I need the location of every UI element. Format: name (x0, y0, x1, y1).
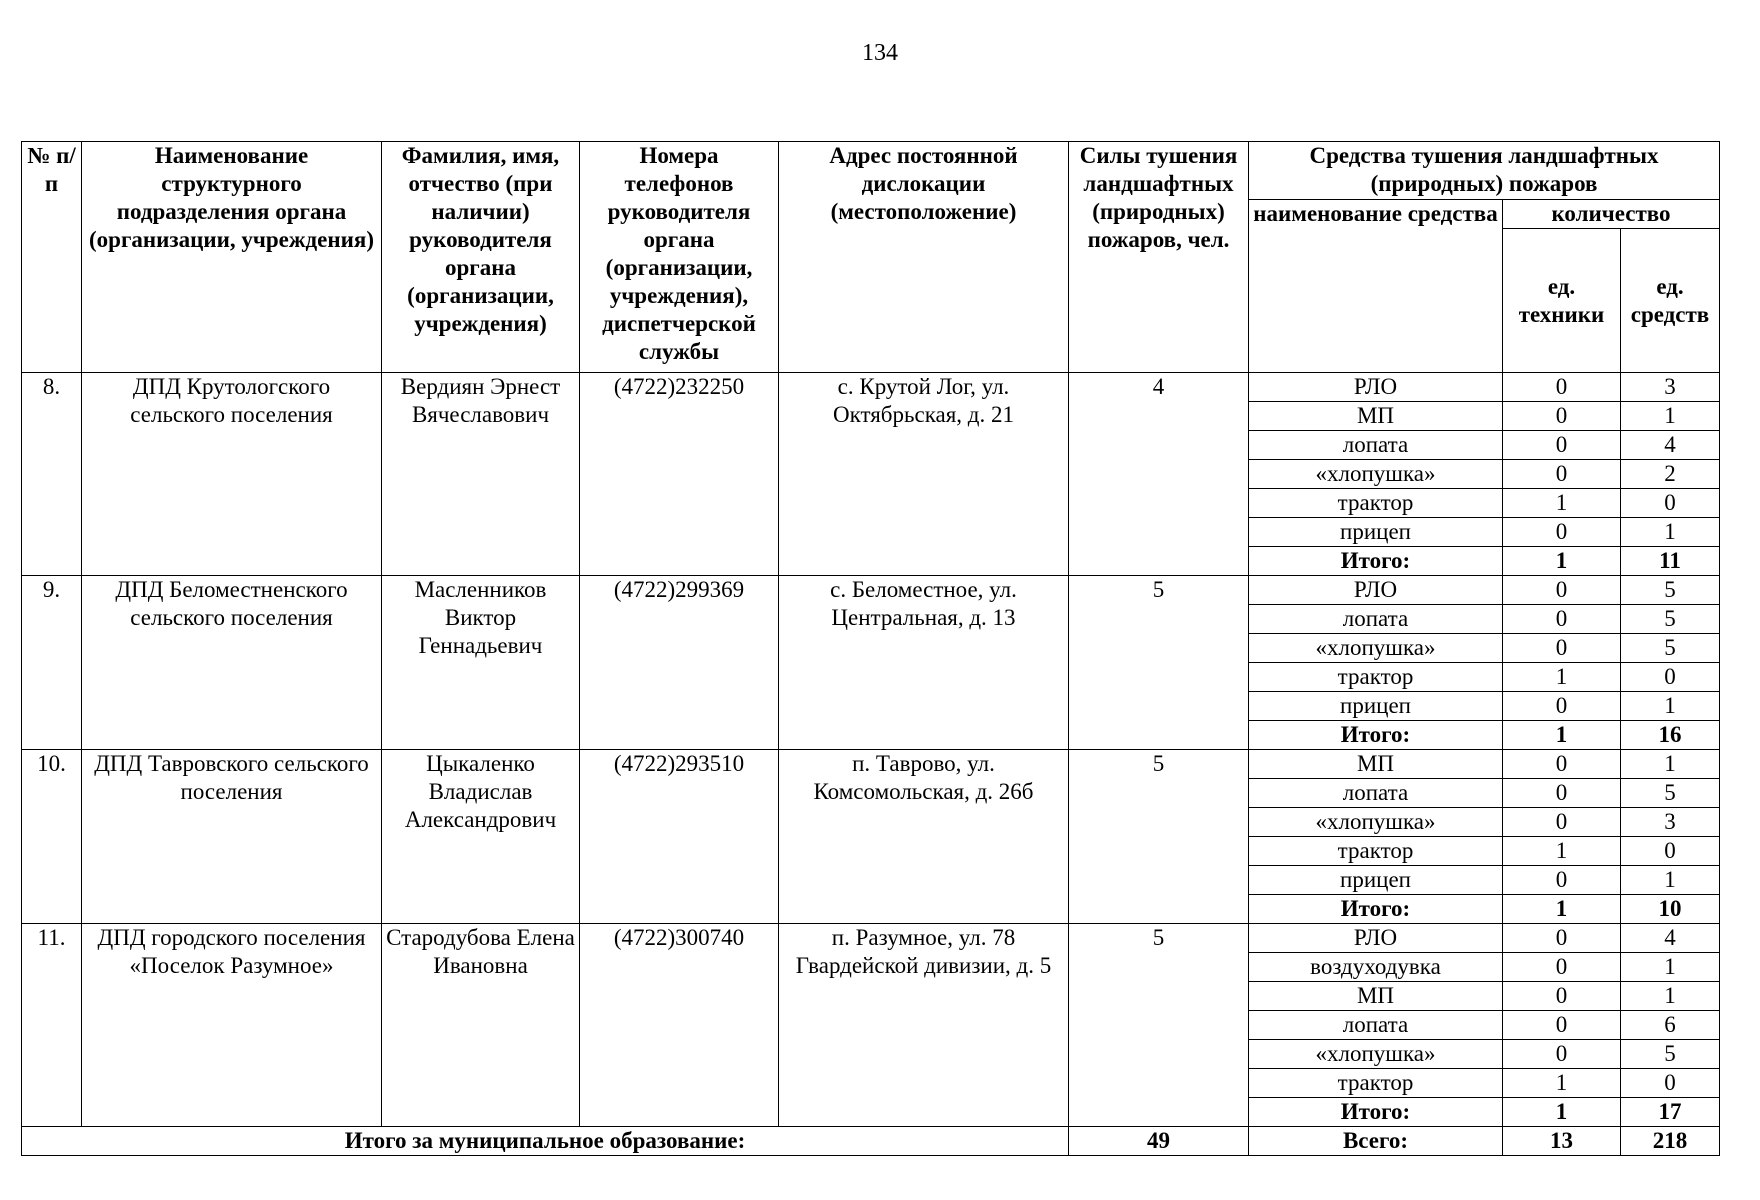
head-name: Цыкаленко Владислав Александрович (382, 750, 580, 924)
table-row (22, 924, 1720, 953)
forces-count: 5 (1069, 576, 1249, 750)
means-count: 1 (1621, 692, 1720, 721)
header-address: Адрес постоянной дислокации (местоположение) (779, 142, 1069, 373)
means-name: трактор (1249, 1069, 1503, 1098)
tech-count: 0 (1503, 866, 1621, 895)
header-head: Фамилия, имя, отчество (при наличии) руководителя органа (организации, учреждения) (382, 142, 580, 373)
means-count: 5 (1621, 779, 1720, 808)
header-forces: Силы тушения ландшафтных (природных) пожаров, чел. (1069, 142, 1249, 373)
head-name: Масленников Виктор Геннадьевич (382, 576, 580, 750)
subtotal-label: Итого: (1249, 1098, 1503, 1127)
means-name: РЛО (1249, 373, 1503, 402)
means-name: МП (1249, 750, 1503, 779)
means-count: 0 (1621, 663, 1720, 692)
tech-count: 1 (1503, 489, 1621, 518)
unit-name: ДПД Тавровского сельского поселения (82, 750, 382, 924)
means-name: лопата (1249, 605, 1503, 634)
subtotal-means: 16 (1621, 721, 1720, 750)
address: с. Беломестное, ул. Центральная, д. 13 (779, 576, 1069, 750)
grand-total-tech: 13 (1503, 1127, 1621, 1156)
tech-count: 0 (1503, 373, 1621, 402)
means-count: 1 (1621, 982, 1720, 1011)
subtotal-tech: 1 (1503, 895, 1621, 924)
row-num: 8. (22, 373, 82, 576)
means-name: РЛО (1249, 576, 1503, 605)
means-name: РЛО (1249, 924, 1503, 953)
grand-total-label: Итого за муниципальное образование: (22, 1127, 1069, 1156)
means-name: трактор (1249, 663, 1503, 692)
address: п. Таврово, ул. Комсомольская, д. 26б (779, 750, 1069, 924)
unit-name: ДПД Беломестненского сельского поселения (82, 576, 382, 750)
means-count: 1 (1621, 402, 1720, 431)
phone-number: (4722)299369 (580, 576, 779, 750)
means-name: МП (1249, 402, 1503, 431)
means-name: лопата (1249, 1011, 1503, 1040)
means-name: трактор (1249, 489, 1503, 518)
fire-forces-table (21, 141, 1720, 1156)
subtotal-label: Итого: (1249, 721, 1503, 750)
grand-total-means: 218 (1621, 1127, 1720, 1156)
row-num: 9. (22, 576, 82, 750)
means-name: прицеп (1249, 518, 1503, 547)
address: с. Крутой Лог, ул. Октябрьская, д. 21 (779, 373, 1069, 576)
table-row (22, 373, 1720, 402)
means-count: 1 (1621, 866, 1720, 895)
tech-count: 0 (1503, 953, 1621, 982)
header-num: № п/п (22, 142, 82, 373)
means-name: «хлопушка» (1249, 460, 1503, 489)
means-name: трактор (1249, 837, 1503, 866)
tech-count: 0 (1503, 605, 1621, 634)
tech-count: 0 (1503, 576, 1621, 605)
head-name: Стародубова Елена Ивановна (382, 924, 580, 1127)
row-num: 11. (22, 924, 82, 1127)
subtotal-tech: 1 (1503, 547, 1621, 576)
means-count: 4 (1621, 924, 1720, 953)
page-number: 134 (862, 40, 898, 66)
tech-count: 0 (1503, 924, 1621, 953)
means-count: 0 (1621, 837, 1720, 866)
header-units-tech: ед. техники (1503, 229, 1621, 373)
means-count: 6 (1621, 1011, 1720, 1040)
means-name: лопата (1249, 431, 1503, 460)
tech-count: 1 (1503, 1069, 1621, 1098)
tech-count: 0 (1503, 1011, 1621, 1040)
phone-number: (4722)232250 (580, 373, 779, 576)
means-name: прицеп (1249, 866, 1503, 895)
means-count: 0 (1621, 489, 1720, 518)
phone-number: (4722)293510 (580, 750, 779, 924)
means-name: «хлопушка» (1249, 634, 1503, 663)
means-count: 5 (1621, 1040, 1720, 1069)
subtotal-means: 17 (1621, 1098, 1720, 1127)
header-means: Средства тушения ландшафтных (природных) пожаров (1249, 142, 1720, 200)
means-name: воздуходувка (1249, 953, 1503, 982)
grand-total-all-label: Всего: (1249, 1127, 1503, 1156)
tech-count: 1 (1503, 663, 1621, 692)
tech-count: 1 (1503, 837, 1621, 866)
phone-number: (4722)300740 (580, 924, 779, 1127)
head-name: Вердиян Эрнест Вячеславович (382, 373, 580, 576)
tech-count: 0 (1503, 431, 1621, 460)
means-name: лопата (1249, 779, 1503, 808)
header-means-name: наименование средства (1249, 200, 1503, 373)
means-count: 3 (1621, 808, 1720, 837)
address: п. Разумное, ул. 78 Гвардейской дивизии, д. 5 (779, 924, 1069, 1127)
table-row (22, 576, 1720, 605)
means-count: 0 (1621, 1069, 1720, 1098)
means-name: прицеп (1249, 692, 1503, 721)
means-count: 3 (1621, 373, 1720, 402)
tech-count: 0 (1503, 1040, 1621, 1069)
header-phones: Номера телефонов руководителя органа (организации, учреждения), диспетчерской службы (580, 142, 779, 373)
means-count: 5 (1621, 605, 1720, 634)
tech-count: 0 (1503, 402, 1621, 431)
table-body (22, 373, 1720, 1156)
means-count: 1 (1621, 953, 1720, 982)
header-unit: Наименование структурного подразделения органа (организации, учреждения) (82, 142, 382, 373)
header-quantity: количество (1503, 200, 1720, 229)
tech-count: 0 (1503, 460, 1621, 489)
tech-count: 0 (1503, 692, 1621, 721)
means-count: 5 (1621, 576, 1720, 605)
subtotal-tech: 1 (1503, 1098, 1621, 1127)
unit-name: ДПД городского поселения «Поселок Разумное» (82, 924, 382, 1127)
means-count: 1 (1621, 750, 1720, 779)
tech-count: 0 (1503, 982, 1621, 1011)
tech-count: 0 (1503, 518, 1621, 547)
header-units-means: ед. средств (1621, 229, 1720, 373)
subtotal-means: 10 (1621, 895, 1720, 924)
row-num: 10. (22, 750, 82, 924)
subtotal-tech: 1 (1503, 721, 1621, 750)
means-name: МП (1249, 982, 1503, 1011)
forces-count: 4 (1069, 373, 1249, 576)
tech-count: 0 (1503, 634, 1621, 663)
means-name: «хлопушка» (1249, 1040, 1503, 1069)
grand-total-row (22, 1127, 1720, 1156)
tech-count: 0 (1503, 808, 1621, 837)
means-name: «хлопушка» (1249, 808, 1503, 837)
means-count: 2 (1621, 460, 1720, 489)
tech-count: 0 (1503, 779, 1621, 808)
grand-total-forces: 49 (1069, 1127, 1249, 1156)
tech-count: 0 (1503, 750, 1621, 779)
table-row (22, 750, 1720, 779)
unit-name: ДПД Крутологского сельского поселения (82, 373, 382, 576)
means-count: 4 (1621, 431, 1720, 460)
subtotal-label: Итого: (1249, 895, 1503, 924)
subtotal-means: 11 (1621, 547, 1720, 576)
forces-count: 5 (1069, 750, 1249, 924)
means-count: 5 (1621, 634, 1720, 663)
subtotal-label: Итого: (1249, 547, 1503, 576)
means-count: 1 (1621, 518, 1720, 547)
forces-count: 5 (1069, 924, 1249, 1127)
